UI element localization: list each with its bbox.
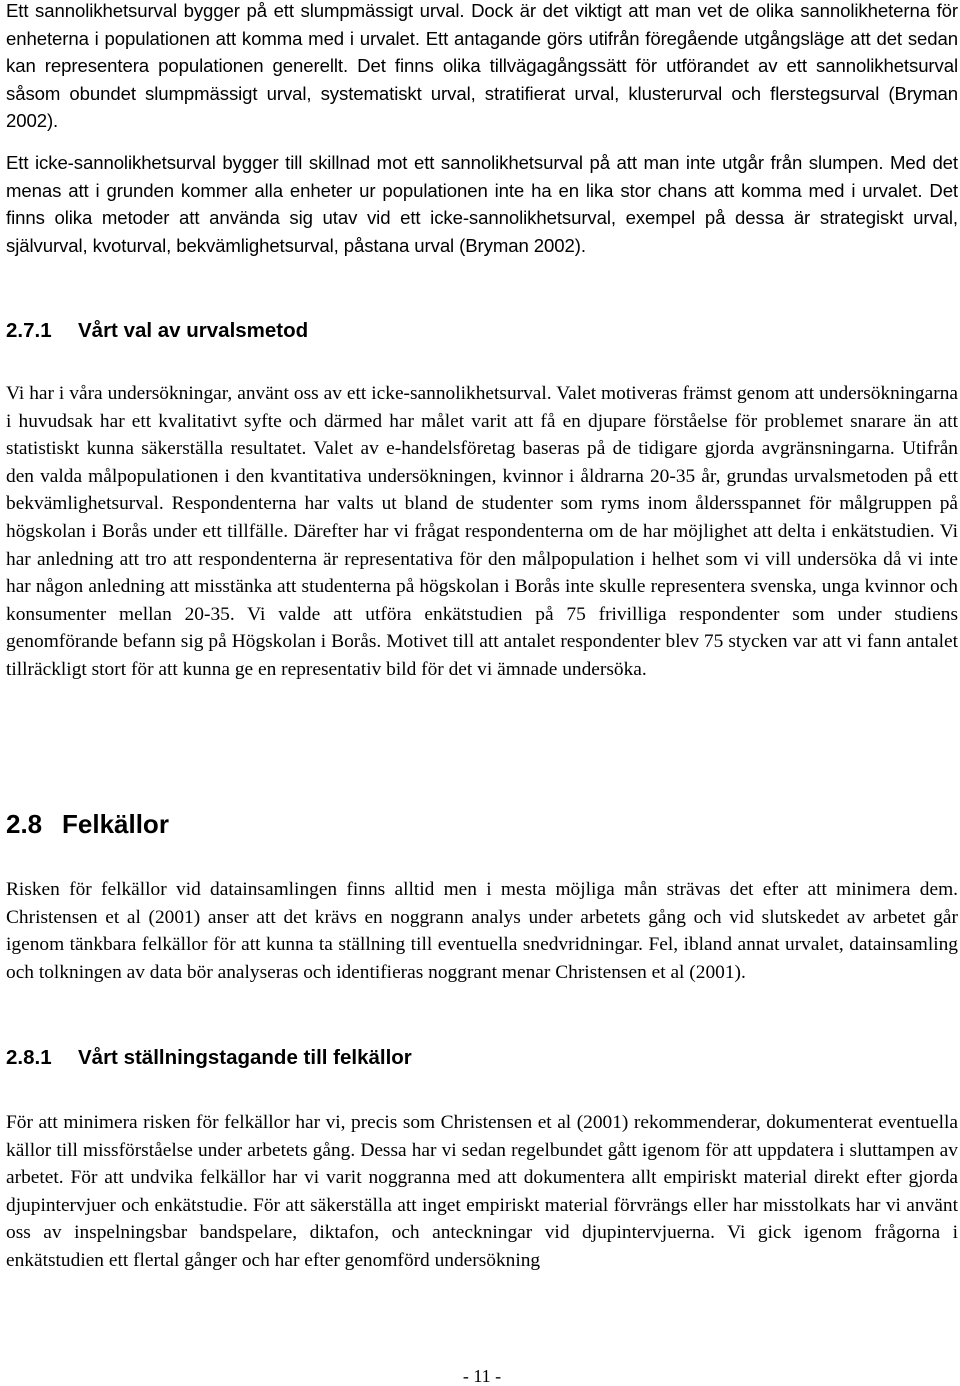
paragraph-icke-sannolikhetsurval: Ett icke-sannolikhetsurval bygger till skillnad mot ett sannolikhetsurval på att man inte utgår från slumpen. Med det menas att i grunden kommer alla enheter ur populationen inte ha en lika stor chans att komma med i urvalet. Det finns olika metoder att använda sig utav vid ett icke-sannolikhetsurval, exempel på dessa är strategiskt urval, självurval, kvoturval, bekvämlighetsurval, påstana urval (Bryman 2002).: [6, 152, 958, 256]
paragraph-felkallor: Risken för felkällor vid datainsamlingen finns alltid men i mesta möjliga mån strävas det efter att minimera dem. Christensen et al (2001) anser att det krävs en noggrann analys under arbetets gång och vid slutskedet av arbetet går igenom tänkbara felkällor för att kunna ta ställning till eventuella snedvridningar. Fel, ibland annat urvalet, datainsamling och tolkningen av data bör analyseras och identifieras noggrant menar Christensen et al (2001).: [6, 879, 958, 983]
paragraph-sannolikhetsurval: Ett sannolikhetsurval bygger på ett slumpmässigt urval. Dock är det viktigt att man vet de olika sannolikheterna för enheterna i populationen att komma med i urvalet. Ett antagande görs utifrån föregående utgångsläge att det sedan kan representera populationen generellt. Det finns olika tillvägagångssätt för utförandet av ett sannolikhetsurval såsom obundet slumpmässigt urval, systematiskt urval, stratifierat urval, klusterurval och flerstegsurval (Bryman 2002).: [6, 0, 958, 132]
section-heading-2-8-1: [6, 1046, 412, 1070]
section-title: Vårt ställningstagande till felkällor: [78, 1046, 412, 1069]
section-number: 2.8: [6, 809, 43, 839]
paragraph-stallningstagande: För att minimera risken för felkällor har vi, precis som Christensen et al (2001) rekommenderar, dokumenterat eventuella källor till missförståelse under arbetets gång. Dessa har vi sedan regelbundet gått igenom för att uppdatera i sluttampen av arbetet. För att undvika felkällor har vi varit noggranna med att dokumentera allt empiriskt material direkt efter gjorda djupintervjuer och enkätstudie. För att säkerställa att inget empiriskt material förvrängs eller har misstolkats har vi använt oss av inspelningsbar bandspelare, diktafon, och anteckningar vid djupintervjuerna. Vi gick igenom frågorna i enkätstudien ett flertal gånger och har efter genomförd undersökning: [6, 1112, 958, 1271]
section-number: 2.7.1: [6, 319, 52, 342]
section-title: Vårt val av urvalsmetod: [78, 319, 309, 342]
section-number: 2.8.1: [6, 1046, 52, 1069]
paragraph-urvalsmetod: Vi har i våra undersökningar, använt oss av ett icke-sannolikhetsurval. Valet motiveras främst genom att undersökningarna i huvudsak har ett kvalitativt syfte och därmed har målet varit att få en djupare förståelse för problemet snarare än att statistiskt kunna säkerställa resultatet. Valet av e-handelsföretag baseras på de tidigare gjorda avgränsningarna. Utifrån den valda målpopulationen i den kvantitativa undersökningen, kvinnor i åldrarna 20-35 år, grundas urvalsmetoden på ett bekvämlighetsurval. Respondenterna har valts ut bland de studenter som ryms inom åldersspannet för målgruppen på högskolan i Borås under ett tillfälle. Därefter har vi frågat respondenterna om de har möjlighet att delta i enkätstudien. Vi har anledning att tro att respondenterna är representativa för den målpopulation i helhet som vi vill undersöka då vi inte har någon anledning att misstänka att studenterna på högskolan i Borås inte skulle representera svenska, unga kvinnor och konsumenter mellan 20-35. Vi valde att utföra enkätstudien på 75 frivilliga respondenter som under studiens genomförande befann sig på Högskolan i Borås. Motivet till att antalet respondenter blev 75 stycken var att vi fann antalet tillräckligt stort för att kunna ge en representativ bild för det vi ämnade undersöka.: [6, 383, 958, 680]
section-heading-2-7-1: [6, 319, 308, 343]
section-title: Felkällor: [62, 809, 169, 839]
section-heading-2-8: [6, 809, 169, 840]
page-number: - 11 -: [462, 1366, 502, 1386]
